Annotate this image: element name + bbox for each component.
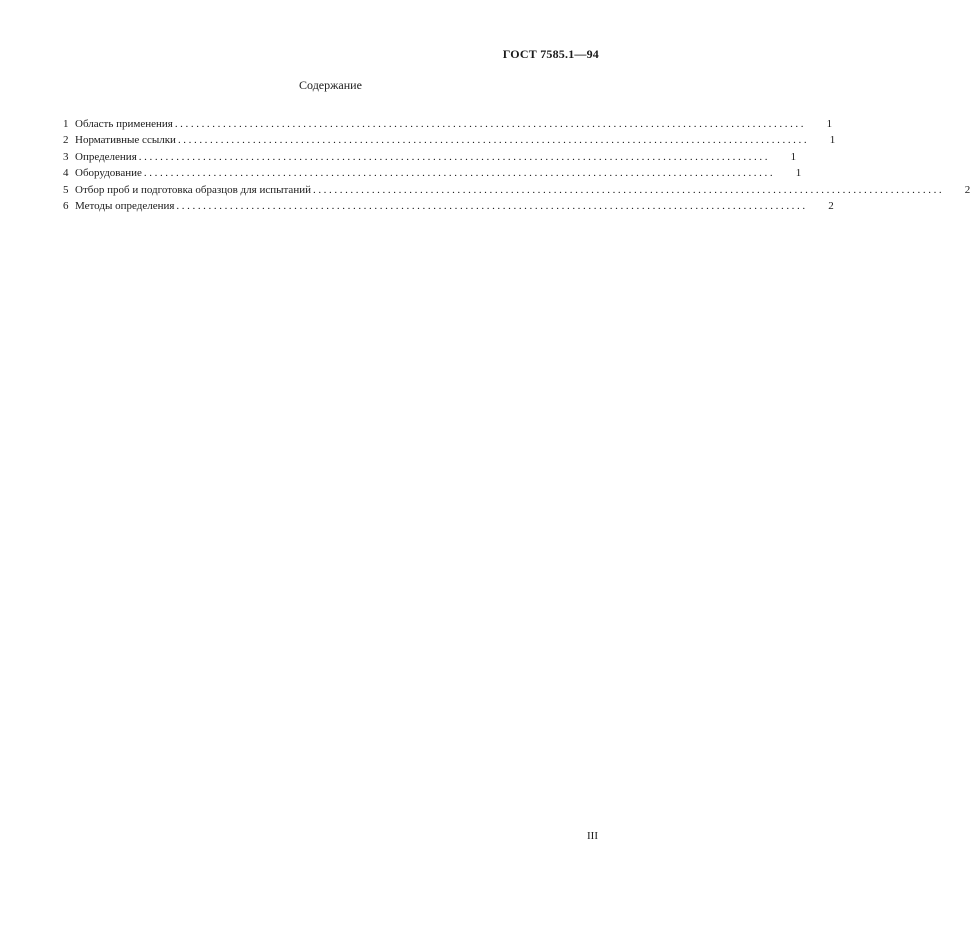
toc-item [63,132,836,148]
toc-dot-leader: ...................................................................................................................... [138,150,771,163]
toc-dot-leader: ...................................................................................................................... [312,183,945,196]
toc-item-page: 1 [829,134,836,147]
document-code: ГОСТ 7585.1—94 [502,47,599,61]
toc-item [63,198,834,214]
toc-item-page: 2 [964,183,970,196]
toc-item-number: 6 [63,199,69,212]
toc-item-number: 4 [63,167,69,180]
toc-item-title: Оборудование [75,167,142,180]
toc-item [63,182,970,198]
toc-item-title: Отбор проб и подготовка образцов для испытаний [75,183,311,196]
toc-item [63,116,833,132]
toc-item-page: 1 [790,150,797,163]
toc-item-title: Определения [75,150,137,163]
toc-item-number: 2 [63,134,69,147]
toc-item-title: Методы определения [75,199,175,212]
page-number: III [587,830,598,842]
toc-item [63,165,802,181]
toc-dot-leader: ...................................................................................................................... [176,199,808,212]
toc-dot-leader: ...................................................................................................................... [174,118,807,130]
toc-item-page: 1 [826,118,833,130]
toc-item [63,149,797,165]
toc-dot-leader: ...................................................................................................................... [177,134,810,147]
toc-dot-leader: ...................................................................................................................... [143,167,776,180]
toc-item-title: Область применения [75,118,173,130]
toc-item-title: Нормативные ссылки [75,134,176,147]
toc-item-page: 1 [795,167,802,180]
table-of-contents [63,116,970,214]
toc-title: Содержание [299,78,362,92]
toc-item-number: 3 [63,150,69,163]
toc-item-page: 2 [828,199,834,212]
toc-item-number: 5 [63,183,69,196]
toc-item-number: 1 [63,118,69,130]
